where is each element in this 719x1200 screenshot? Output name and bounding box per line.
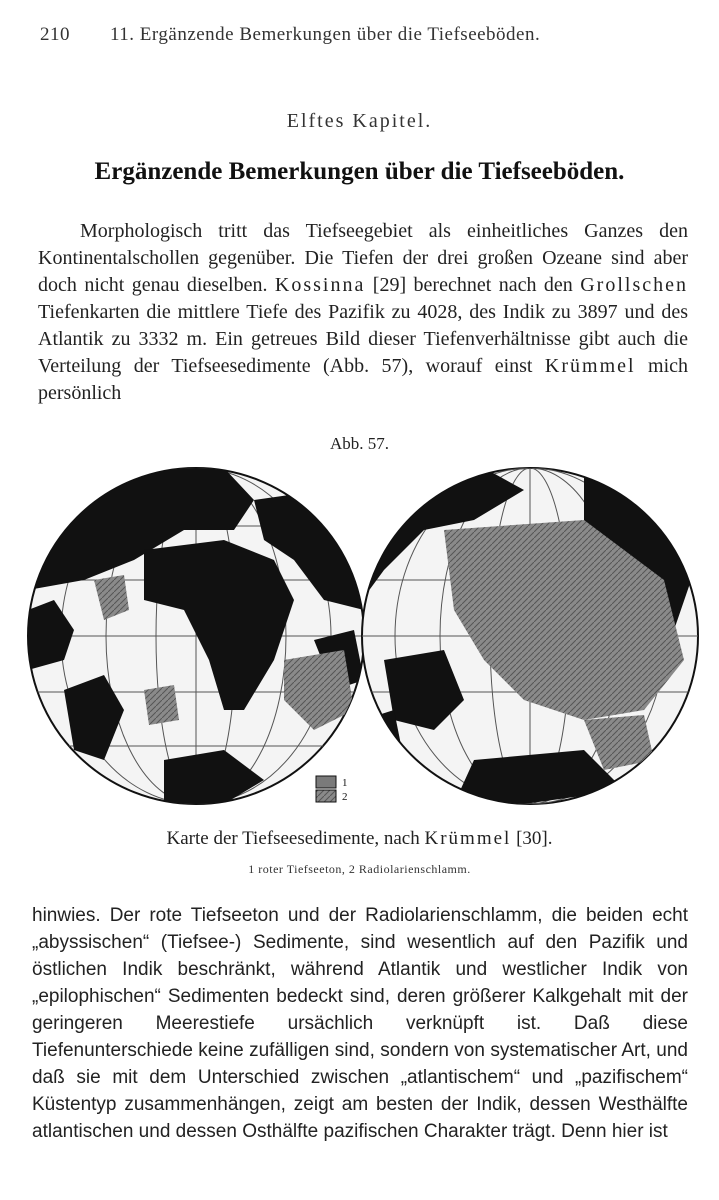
legend-swatch-1	[316, 776, 336, 788]
paragraph-2: hinwies. Der rote Tiefseeton und der Radiolarienschlamm, die beiden echt „abyssischen“ (Tiefsee-) Sedimente, sind wesentlich auf den Pazifik und östlichen Indik beschränkt, während Atlantik und westlicher Indik von „epilophischen“ Sedimenten bedeckt sind, deren größerer Kalkgehalt mit der geringeren Meerestiefe ursächlich verknüpft ist. Daß diese Tiefenunterschiede keine zufälligen sind, sondern von systematischer Art, und daß sie mit dem Unterschied zwischen „atlantischem“ und „pazifischem“ Küstentyp zusammenhängen, zeigt am besten der Indik, dessen Westhälfte atlantischen und dessen Osthälfte pazifischen Charakter trägt. Denn hier ist	[32, 905, 688, 1142]
author-kossinna: Kossinna	[274, 274, 366, 296]
running-head	[40, 24, 679, 46]
paragraph-1-part1: Morphologisch tritt das Tiefseegebiet als einheitliches Ganzes den Kontinentalschollen gegenüber. Die Tiefen der drei großen Ozeane sind aber doch nicht genau dieselben.	[38, 220, 688, 296]
sediment-map-figure	[24, 460, 704, 812]
author-kruemmel: Krümmel	[544, 355, 636, 377]
caption-part1: Karte der Tiefseesedimente, nach	[166, 828, 420, 849]
figure-legend-text: 1 roter Tiefseeton, 2 Radiolarienschlamm.	[248, 862, 471, 876]
paragraph-1-part4: mich persönlich	[38, 355, 689, 404]
figure-label: Abb. 57.	[329, 434, 390, 453]
figure-caption	[0, 828, 719, 850]
page-number: 210	[40, 24, 70, 45]
caption-part2: [30].	[516, 828, 553, 849]
paragraph-1-part3: Tiefenkarten die mittlere Tiefe des Pazifik zu 4028, des Indik zu 3897 und des Atlantik zu 3332 m. Ein getreues Bild dieser Tiefenverhältnisse gibt auch die Verteilung der Tiefseesedimente (Abb. 57), worauf einst	[38, 301, 688, 377]
western-hemisphere	[28, 468, 364, 804]
eastern-hemisphere	[362, 468, 698, 804]
legend-swatch-2	[316, 790, 336, 802]
legend-key-2: 2	[342, 791, 348, 803]
hemisphere-map-illustration	[24, 460, 704, 812]
chapter-title: Ergänzende Bemerkungen über die Tiefseeböden.	[94, 158, 625, 185]
legend-key-1: 1	[342, 777, 348, 789]
author-groll: Grollschen	[580, 274, 688, 296]
paragraph-1-part2: [29] berechnet nach den	[372, 274, 573, 296]
chapter-number: Elftes Kapitel.	[286, 110, 433, 132]
paragraph-1	[38, 218, 688, 407]
caption-author: Krümmel	[424, 828, 512, 849]
running-head-title: 11. Ergänzende Bemerkungen über die Tiefseeböden.	[110, 24, 541, 45]
map-legend	[316, 776, 348, 803]
